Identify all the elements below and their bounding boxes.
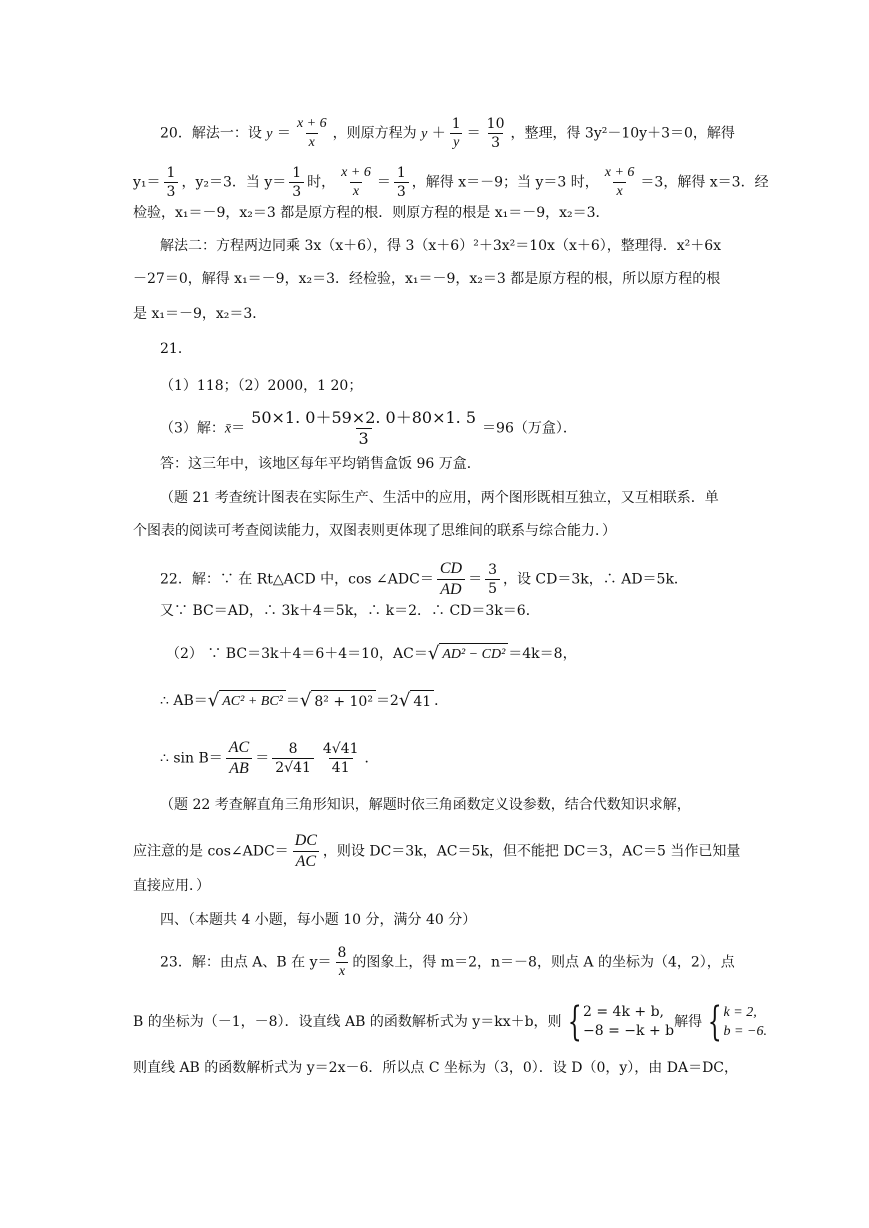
p20-l1-a: 20．解法一：设 xyxy=(160,125,267,142)
fraction: $\frac{1}{y}$ xyxy=(451,116,461,150)
p22-note-3: 直接应用．） xyxy=(133,878,210,894)
p20-line-1: 20．解法一：设 y ＝ $\frac{x + 6}{x}$ ，则原方程为 y ＋ $\frac{1}{y}$ ＝ $\frac{10}{3}$ ，整理，得 3y²－10y＋3＝0，解得 xyxy=(160,116,735,151)
fraction: $\frac{x + 6}{x}$ xyxy=(296,116,327,150)
p20-line-4: 解法二：方程两边同乘 3x（x＋6），得 3（x＋6）²＋3x²＝10x（x＋6），整理得．x²＋6x xyxy=(160,238,722,254)
p21-line-2: （3）解：x̄＝ $\frac{50\times 1. 0+59\times 2. 0+80\times 1. 5}{3}$ ＝96（万盒）． xyxy=(160,408,577,448)
fraction: $\frac{50\times 1. 0+59\times 2. 0+80\times 1. 5}{3}$ xyxy=(251,408,477,448)
p21-note-1: （题 21 考查统计图表在实际生产、生活中的应用，两个图形既相互独立，又互相联系．单 xyxy=(160,490,719,506)
p21-note-2: 个图表的阅读可考查阅读能力，双图表则更体现了思维间的联系与综合能力．） xyxy=(133,523,616,539)
equation-system: { 2 = 4k + b, −8 = −k + b xyxy=(567,999,675,1045)
p20-line-3: 检验，x₁＝－9，x₂＝3 都是原方程的根．则原方程的根是 x₁＝－9，x₂＝3． xyxy=(133,205,610,221)
p23-line-3: 则直线 AB 的函数解析式为 y＝2x－6．所以点 C 坐标为（3，0）．设 D（0，y），由 DA＝DC， xyxy=(133,1060,739,1076)
p21-title: 21． xyxy=(160,341,192,357)
p22-note-1: （题 22 考查解直角三角形知识，解题时依三角函数定义设参数，结合代数知识求解， xyxy=(160,797,691,813)
equation-system: { k = 2, b = −6. xyxy=(707,999,767,1045)
p20-line-5: －27＝0，解得 x₁＝－9，x₂＝3．经检验，x₁＝－9，x₂＝3 都是原方程的根，所以原方程的根 xyxy=(133,271,721,287)
p22-line-4: ∴ AB＝ √ AC² + BC² ＝ √ 8² + 10² ＝2 √ 41 ． xyxy=(160,690,449,711)
p21-answer: 答：这三年中，该地区每年平均销售盒饭 96 万盒． xyxy=(160,456,481,472)
section-heading: 四、（本题共 4 小题，每小题 10 分，满分 40 分） xyxy=(160,912,477,928)
p20-line-6: 是 x₁＝－9，x₂＝3． xyxy=(133,306,267,322)
p22-line-1: 22．解：∵ 在 Rt△ACD 中，cos ∠ADC＝ $\frac{CD}{AD}$ ＝ $\frac{3}{5}$ ，设 CD＝3k，∴ AD＝5k． xyxy=(160,560,688,598)
p22-line-3: （2） ∵ BC＝3k＋4＝6＋4＝10，AC＝ √ AD² − CD² ＝4k＝8， xyxy=(166,643,577,664)
p23-line-2: B 的坐标为（－1，－8）．设直线 AB 的函数解析式为 y＝kx＋b，则 { 2 = 4k + b, −8 = −k + b 解得 { k = 2, b = −6. xyxy=(133,999,767,1045)
p20-line-2: y₁＝ $\frac{1}{3}$ ，y₂＝3．当 y＝ $\frac{1}{3}$ 时， $\frac{x + 6}{x}$ ＝ $\frac{1}{3}$ ，解得 x＝－9；当 y＝3 时， $\frac{x + 6}{x}$ ＝3，解得 x＝3．经 xyxy=(133,165,769,200)
fraction: $\frac{10}{3}$ xyxy=(486,116,505,151)
p22-line-5: ∴ sin B＝ $\frac{AC}{AB}$ ＝ $\frac{8}{2√41}$ $\frac{4√41}{41}$ ． xyxy=(160,739,379,777)
p21-line-1: （1）118；（2）2000，1 20； xyxy=(160,378,363,394)
p23-line-1: 23．解：由点 A、B 在 y＝ $\frac{8}{x}$ 的图象上，得 m＝2，n＝－8，则点 A 的坐标为（4，2），点 xyxy=(160,945,735,979)
p22-note-2: 应注意的是 cos∠ADC＝ $\frac{DC}{AC}$ ，则设 DC＝3k，AC＝5k，但不能把 DC＝3，AC＝5 当作已知量 xyxy=(133,832,741,870)
p22-line-2: 又∵ BC＝AD，∴ 3k＋4＝5k，∴ k＝2．∴ CD＝3k＝6． xyxy=(160,603,540,619)
